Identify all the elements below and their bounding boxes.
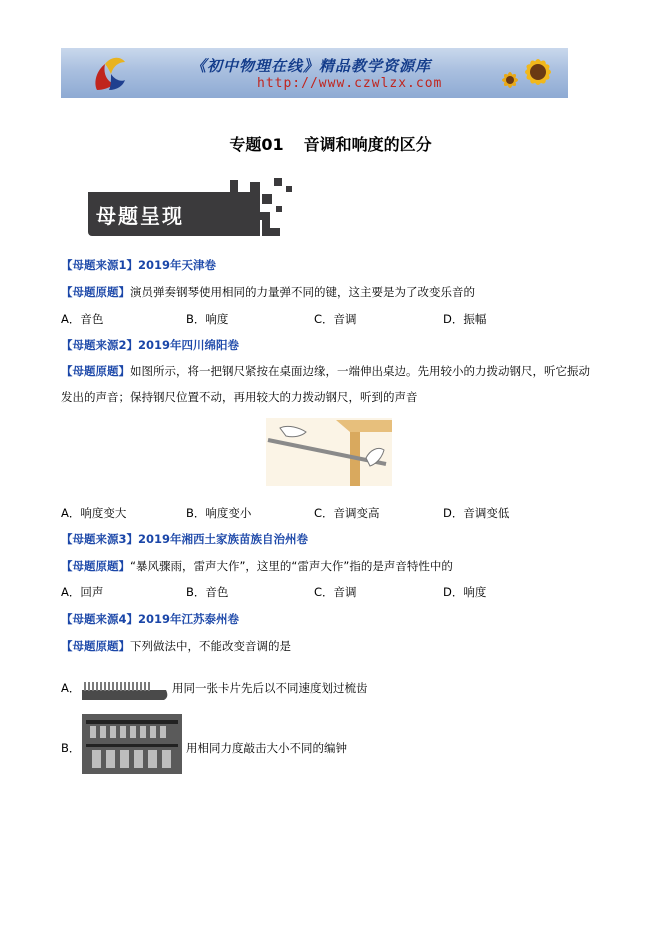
topic-number: 专题01 [229, 135, 284, 154]
comb-figure [82, 680, 168, 702]
header-banner [61, 48, 568, 98]
source-tag: 【母题来源2】 [61, 338, 139, 352]
ruler-illustration [266, 418, 392, 486]
stem-tag: 【母题原题】 [61, 639, 130, 653]
option-b-text: 用相同力度敲击大小不同的编钟 [186, 741, 347, 755]
banner-url: http://www.czwlzx.com [257, 76, 443, 91]
option-c: C．音调 [314, 585, 357, 599]
banner-title: 《初中物理在线》精品教学资源库 [191, 57, 432, 75]
sunflower-image [498, 50, 562, 98]
option-d: D．响度 [443, 585, 487, 599]
source-text: 2019年江苏泰州卷 [138, 612, 240, 626]
option-c: C．音调变高 [314, 506, 380, 520]
option-d: D．音调变低 [443, 506, 510, 520]
stem-text: 如图所示，将一把钢尺紧按在桌面边缘，一端伸出桌边。先用较小的力拨动钢尺，听它振动 [130, 364, 590, 378]
stem-tag: 【母题原题】 [61, 285, 130, 299]
question-2-stem-continued: 发出的声音；保持钢尺位置不动，再用较大的力拨动钢尺，听到的声音 [61, 390, 418, 404]
option-a: A．回声 [61, 585, 104, 599]
question-2-stem [61, 363, 590, 379]
stem-text: 演员弹奏钢琴使用相同的力量弹不同的键，这主要是为了改变乐音的 [130, 285, 475, 299]
ruler-on-table-figure [266, 418, 392, 486]
section-label: 母题呈现 [96, 204, 184, 228]
source-text: 2019年四川绵阳卷 [138, 338, 240, 352]
source-tag: 【母题来源1】 [61, 258, 139, 272]
source-text: 2019年天津卷 [138, 258, 217, 272]
stem-text: 下列做法中，不能改变音调的是 [130, 639, 291, 653]
topic-subject: 音调和响度的区分 [303, 135, 432, 154]
bianzhong-bells-figure [82, 714, 182, 774]
bells-illustration [82, 714, 182, 774]
pixel-decoration-icon [228, 176, 298, 236]
question-4-source [61, 611, 239, 627]
question-1-stem [61, 284, 475, 300]
option-b: B．音色 [186, 585, 229, 599]
option-a-letter: A． [61, 681, 81, 695]
question-1-source [61, 257, 216, 273]
option-b: B．响度 [186, 312, 229, 326]
question-3-source [61, 531, 308, 547]
question-2-source [61, 337, 239, 353]
stem-tag: 【母题原题】 [61, 559, 130, 573]
source-tag: 【母题来源3】 [61, 532, 139, 546]
comb-illustration [82, 680, 168, 702]
page-title [0, 132, 661, 155]
section-banner [88, 176, 298, 236]
question-3-stem [61, 558, 453, 574]
stem-tag: 【母题原题】 [61, 364, 130, 378]
logo-icon [89, 52, 129, 94]
option-d: D．振幅 [443, 312, 487, 326]
source-text: 2019年湘西土家族苗族自治州卷 [138, 532, 309, 546]
stem-text: “暴风骤雨，雷声大作”，这里的“雷声大作”指的是声音特性中的 [130, 559, 453, 573]
option-a: A．音色 [61, 312, 104, 326]
option-c: C．音调 [314, 312, 357, 326]
question-4-stem [61, 638, 291, 654]
option-a: A．响度变大 [61, 506, 127, 520]
option-b-letter: B． [61, 741, 81, 755]
source-tag: 【母题来源4】 [61, 612, 139, 626]
option-a-text: 用同一张卡片先后以不同速度划过梳齿 [172, 681, 368, 695]
option-b: B．响度变小 [186, 506, 252, 520]
